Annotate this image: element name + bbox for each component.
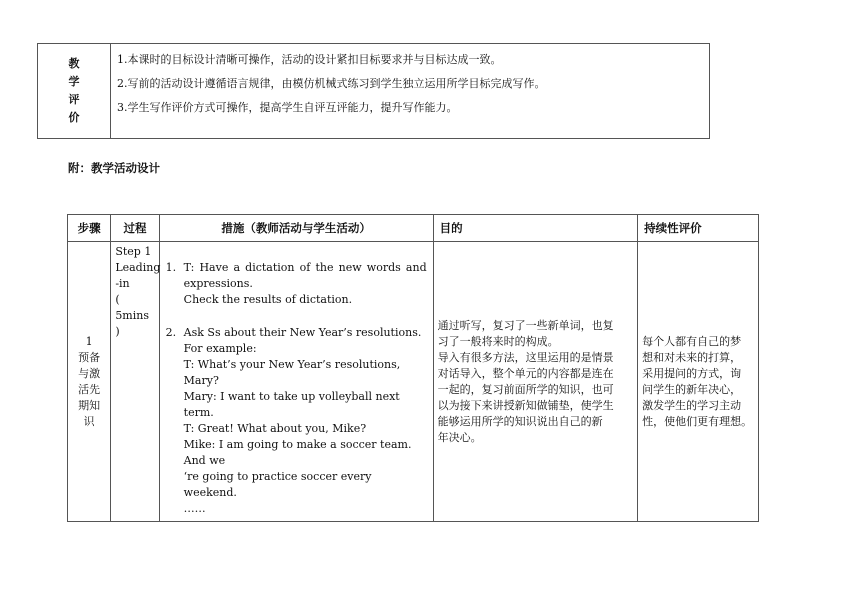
measure-line: T: Have a dictation of the new words and xyxy=(183,261,427,274)
process-line: ) xyxy=(115,325,120,338)
step-line: 识 xyxy=(83,414,95,428)
evaluation-line: 采用提问的方式，询 xyxy=(642,366,742,380)
table-row xyxy=(68,242,759,522)
process-line: ( 5mins xyxy=(115,293,149,322)
step-cell xyxy=(68,242,111,522)
purpose-cell xyxy=(433,242,637,522)
teaching-evaluation-table xyxy=(37,43,710,139)
header-purpose: 目的 xyxy=(433,215,637,242)
purpose-line: 通过听写，复习了一些新单词，也复 xyxy=(437,318,614,332)
activity-design-table xyxy=(67,214,759,522)
measure-line: T: Great! What about you, Mike? xyxy=(183,422,367,435)
process-line: Leading xyxy=(115,261,161,274)
attachment-title: 附：教学活动设计 xyxy=(68,161,160,175)
evaluation-label-char: 价 xyxy=(68,111,80,124)
measure-line: expressions. xyxy=(183,277,253,290)
measure-number: 2. xyxy=(165,326,177,339)
evaluation-label-char: 学 xyxy=(68,75,80,88)
step-line: 与激 xyxy=(78,366,101,380)
purpose-line: 对话导入，整个单元的内容都是连在 xyxy=(437,366,614,380)
measure-line: T: What’s your New Year’s resolutions, Mary? xyxy=(183,358,401,387)
measure-item xyxy=(166,325,427,517)
evaluation-item: 1.本课时的目标设计清晰可操作，活动的设计紧扣目标要求并与目标达成一致。 xyxy=(117,53,502,66)
step-line: 活先 xyxy=(78,382,101,396)
purpose-line: 习了一般将来时的构成。 xyxy=(437,334,559,348)
purpose-line: 能够运用所学的知识说出自己的新 xyxy=(437,414,603,428)
evaluation-line: 想和对未来的打算， xyxy=(642,350,742,364)
step-line: 预备 xyxy=(78,350,101,364)
purpose-line: 年决心。 xyxy=(437,430,482,444)
evaluation-label-char: 评 xyxy=(68,93,80,106)
evaluation-content xyxy=(111,44,710,139)
header-measures: 措施（教师活动与学生活动） xyxy=(159,215,433,242)
header-evaluation: 持续性评价 xyxy=(638,215,759,242)
measure-line: ‘re going to practice soccer every weekend. xyxy=(183,470,372,499)
table-header-row xyxy=(68,215,759,242)
evaluation-line: 问学生的新年决心， xyxy=(642,382,742,396)
measure-number: 1. xyxy=(165,261,177,274)
measure-line: Mary: I want to take up volleyball next term. xyxy=(183,390,400,419)
step-line: 1 xyxy=(85,334,93,348)
purpose-line: 导入有很多方法，这里运用的是情景 xyxy=(437,350,614,364)
evaluation-line: 性，使他们更有理想。 xyxy=(642,414,753,428)
measure-line: For example: xyxy=(183,342,257,355)
evaluation-line: 每个人都有自己的梦 xyxy=(642,334,742,348)
header-process: 过程 xyxy=(111,215,159,242)
measure-line: …… xyxy=(183,502,206,515)
measure-line: Ask Ss about their New Year’s resolutions. xyxy=(183,326,422,339)
evaluation-label-char: 教 xyxy=(68,57,80,70)
header-step: 步骤 xyxy=(68,215,111,242)
process-line: Step 1 xyxy=(115,245,152,258)
purpose-line: 一起的，复习前面所学的知识，也可 xyxy=(437,382,614,396)
step-line: 期知 xyxy=(78,398,101,412)
process-line: -in xyxy=(115,277,130,290)
evaluation-label xyxy=(38,44,111,139)
measure-item xyxy=(166,260,427,308)
process-cell xyxy=(111,242,159,522)
measure-line: Mike: I am going to make a soccer team. And we xyxy=(183,438,412,467)
evaluation-item: 3.学生写作评价方式可操作，提高学生自评互评能力，提升写作能力。 xyxy=(117,101,458,114)
continuous-evaluation-cell xyxy=(638,242,759,522)
measure-line: Check the results of dictation. xyxy=(183,293,353,306)
evaluation-item: 2.写前的活动设计遵循语言规律，由模仿机械式练习到学生独立运用所学目标完成写作。 xyxy=(117,77,546,90)
evaluation-line: 激发学生的学习主动 xyxy=(642,398,742,412)
purpose-line: 以为接下来讲授新知做铺垫，使学生 xyxy=(437,398,614,412)
measures-cell xyxy=(159,242,433,522)
